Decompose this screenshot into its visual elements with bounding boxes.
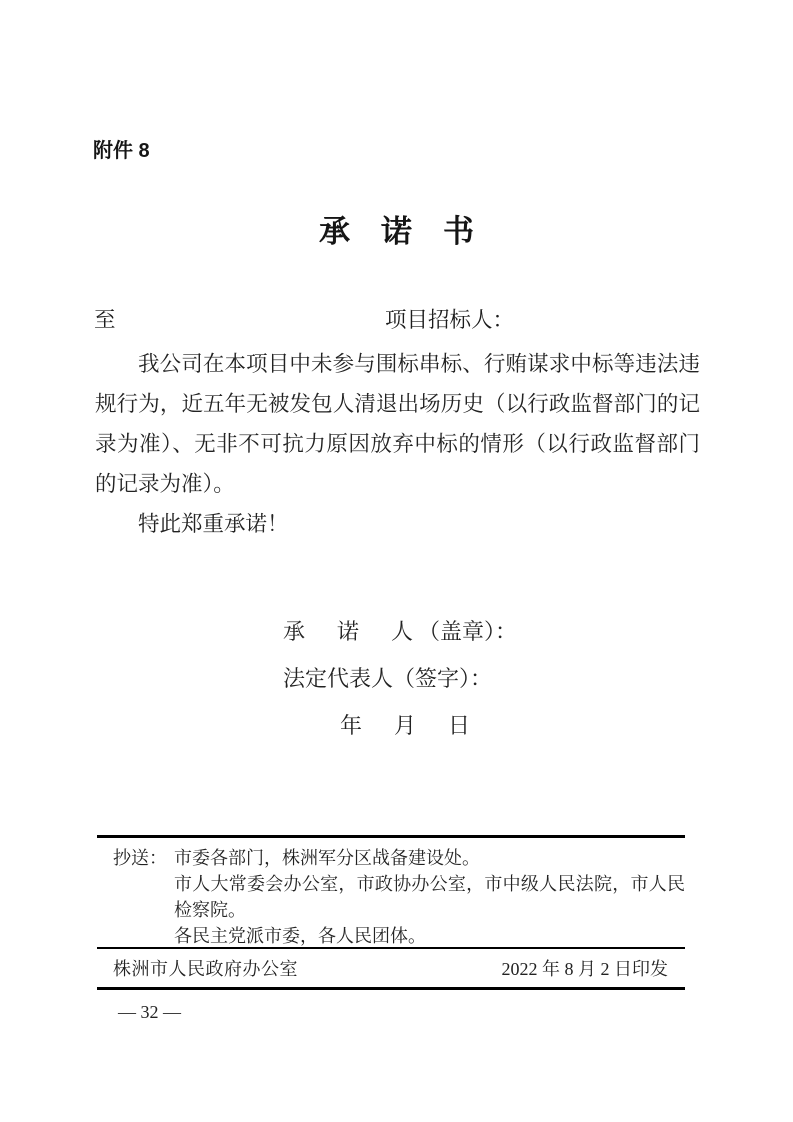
print-date: 2022 年 8 月 2 日印发 xyxy=(501,959,668,979)
cc-top-rule xyxy=(97,835,685,838)
cc-line: 市人大常委会办公室，市政协办公室，市中级人民法院，市人民检察院。 xyxy=(174,874,685,920)
document-title: 承 诺 书 xyxy=(319,214,474,249)
issuing-office: 株洲市人民政府办公室 xyxy=(113,959,298,979)
promisor-label: 承 诺 人 xyxy=(283,619,419,644)
attachment-label: 附件 8 xyxy=(93,140,150,162)
cc-recipient-list xyxy=(174,845,685,949)
salutation-recipient: 项目招标人： xyxy=(385,308,515,332)
promisor-seal-line xyxy=(283,608,517,655)
document-body xyxy=(95,344,700,544)
issuer-bottom-rule xyxy=(97,987,685,990)
page-number: — 32 — xyxy=(118,1002,181,1022)
date-line: 年 月 日 xyxy=(340,713,476,738)
cc-line: 各民主党派市委，各人民团体。 xyxy=(174,926,426,946)
cc-line: 市委各部门，株洲军分区战备建设处。 xyxy=(174,848,480,868)
body-paragraph: 我公司在本项目中未参与围标串标、行贿谋求中标等违法违规行为，近五年无被发包人清退出场历史（以行政监督部门的记录为准）、无非不可抗力原因放弃中标的情形（以行政监督部门的记录为准）。 xyxy=(95,352,700,496)
signature-block xyxy=(283,608,517,749)
salutation-to: 至 xyxy=(94,308,116,332)
cc-label: 抄送： xyxy=(113,848,167,868)
issuer-row xyxy=(113,955,668,981)
cc-block xyxy=(113,845,685,949)
promisor-seal-label: （盖章）： xyxy=(418,619,518,644)
closing-statement: 特此郑重承诺！ xyxy=(138,512,289,536)
issuer-top-rule xyxy=(97,947,685,949)
legal-representative-line: 法定代表人（签字）： xyxy=(283,666,493,691)
